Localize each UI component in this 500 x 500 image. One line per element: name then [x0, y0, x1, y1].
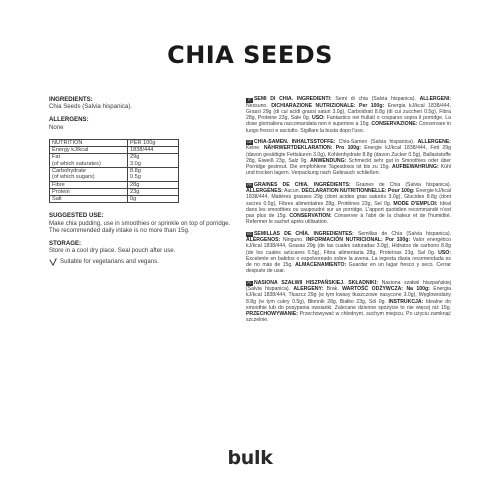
- ingredients-heading: INGREDIENTS:: [49, 96, 93, 103]
- nutrient-name: Fat (of which saturates): [50, 154, 128, 168]
- ingredients-text: Chia Seeds (Salvia hispanica).: [49, 103, 132, 111]
- english-label-column: [49, 96, 237, 266]
- nutrient-name: Protein: [50, 188, 128, 195]
- suggested-use-heading: SUGGESTED USE:: [49, 212, 104, 220]
- flag-pl-icon: PL: [247, 281, 252, 285]
- suggested-use-text: Make chia pudding, use in smoothies or sprinkle on top of porridge. The recommended daily intake is no more than 15g.: [49, 219, 231, 234]
- nutrition-row: [50, 154, 179, 168]
- allergens-heading: ALLERGENS:: [49, 116, 89, 124]
- nutrition-row: [50, 168, 179, 182]
- nutrition-row: [50, 181, 179, 188]
- vegan-v-leaf-icon: [49, 258, 57, 266]
- nutrition-row: [50, 188, 179, 195]
- flag-es-icon: ES: [247, 232, 252, 236]
- nutrient-name: NUTRITION: [50, 139, 128, 146]
- nutrient-value: 1838/444: [128, 147, 179, 154]
- flag-it-icon: IT: [246, 98, 253, 103]
- nutrient-value: 29g 3.0g: [128, 154, 179, 168]
- nutrition-row: [50, 147, 179, 154]
- flag-de-icon: DE: [247, 140, 252, 145]
- translation-de: DE CHIA-SAMEN. INHALTSSTOFFE: Chia-Samen (Salvia hispanica). ALLERGENE: Keine. NÄHRWERTDEKLARATION: Pro 100g: Energie kJ/kcal 1838/444, Fett 29g (davon gesättigte Fettsäuren 3.0g), Kohlenhydrate 8.8g (davon Zucker 0.5g), Ballaststoffe 28g, Eiweiß 23g, Salz 0g. ANWENDUNG: Schmeckt sehr gut in Smoothies oder über Porridge gestreut. Die empfohlene Tagesdosis ist bis zu 15g. AUFBEWAHRUNG: Kühl und trocken lagern. Verpackung nach Gebrauch schließen.: [246, 138, 452, 177]
- allergens-text: None: [49, 123, 64, 131]
- nutrient-name: Fibre: [50, 181, 128, 188]
- nutrition-header-row: [50, 139, 179, 146]
- nutrition-row: [50, 196, 179, 203]
- translations-column: [246, 96, 451, 329]
- product-title: CHIA SEEDS: [167, 41, 333, 69]
- storage-heading: STORAGE:: [49, 240, 82, 248]
- vegan-text: Suitable for vegetarians and vegans.: [60, 257, 159, 265]
- nutrient-value: 8.8g 0.5g: [128, 168, 179, 182]
- nutrient-value: PER 100g: [128, 139, 179, 146]
- storage-text: Store in a cool dry place. Seal pouch after use.: [49, 247, 176, 255]
- nutrient-name: Energy kJ/kcal: [50, 147, 128, 154]
- translation-fr: FR GRAINES DE CHIA. INGRÉDIENTS: Graines de Chia (Salvia hispanica). ALLERGÈNES: Aucun. DÉCLARATION NUTRITIONNELLE: Pour 100g: Énergie kJ/kcal 1838/444, Matières grasses 29g (dont acides gras saturés 3.0g), Glucides 8.8g (dont sucres 0.5g), Fibres alimentaires 28g, Protéines 23g, Sel 0g. MODE D'EMPLOI: Idéal dans les smoothies ou saupoudré sur un porridge. L'apport quotidien recommandé n'est pas plus de 15g. CONSERVATION: Conserver à l'abri de la chaleur et de l'humidité. Refermer le sachet après utilisation.: [246, 181, 451, 226]
- translation-es: ES SEMILLAS DE CHÍA. INGREDIENTES: Semillas de Chía (Salvia hispanica). ALÉRGENOS: Ninguno. INFORMACIÓN NUTRICIONAL: Por 100g: Valor energético kJ/kcal 1838/444, Grasas 29g (de las cuales saturadas 3.0g), Hidratos de carbono 8.8g (de los cuales azúcares 0.5g), Fibra alimentaria 28g, Proteínas 23g, Sal 0g. USO: Excelente en batidos o espolvoreado sobre la avena. La ingesta diaria recomendada es de no más de 15g. ALMACENAMIENTO: Guardar en un lugar fresco y seco. Cerrar después de usar.: [246, 230, 452, 275]
- nutrient-name: Salt: [50, 196, 128, 203]
- translation-it: IT SEMI DI CHIA. INGREDIENTI: Semi di chia (Salvia hispanica). ALLERGENI: Nessuno. DICHIARAZIONE NUTRIZIONALE: Per 100g: Energia kJ/kcal 1838/444, Grassi 29g (di cui acidi grassi saturi 3.0g), Carboidrati 8.8g (di cui zuccheri 0.5g), Fibra 28g, Proteine 23g, Sale 0g. USO: Fantastico nei frullati o cosparso sopra il porridge. La dose giornaliera raccomandata non è superiore a 15g. CONSERVAZIONE: Conservare in luogo fresco e asciutto. Sigillare la busta dopo l'uso.: [246, 96, 452, 134]
- nutrient-value: 28g: [128, 181, 179, 188]
- flag-fr-icon: FR: [247, 183, 252, 187]
- nutrient-name: Carbohydrate (of which sugars): [50, 168, 128, 182]
- nutrient-value: 23g: [128, 188, 179, 195]
- translation-pl: PL NASIONA SZAŁWII HISZPAŃSKIEJ. SKŁADNIKI: Nasiona szałwii hiszpańskiej (Salvia hispanica). ALERGENY: Brak. WARTOŚĆ ODŻYWCZA: Na 100g: Energia kJ/kcal 1838/444, Tłuszcz 29g (w tym kwasy tłuszczowe nasycone 3.0g), Węglowodany 8.8g (w tym cukry 0.5g), Błonnik 28g, Białko 23g, Sól 0g. INSTRUKCJA: Idealne do smoothie lub do posypania owsianki. Zalecane dzienne spożycie to nie więcej niż 15g. PRZECHOWYWANIE: Przechowywać w chłodnym, suchym miejscu. Po użyciu zamknąć szczelnie.: [246, 279, 451, 324]
- nutrient-value: 0g: [128, 196, 179, 203]
- nutrition-table: [49, 139, 179, 204]
- bulk-logo: bulk: [227, 447, 273, 469]
- vegan-note: [49, 258, 237, 266]
